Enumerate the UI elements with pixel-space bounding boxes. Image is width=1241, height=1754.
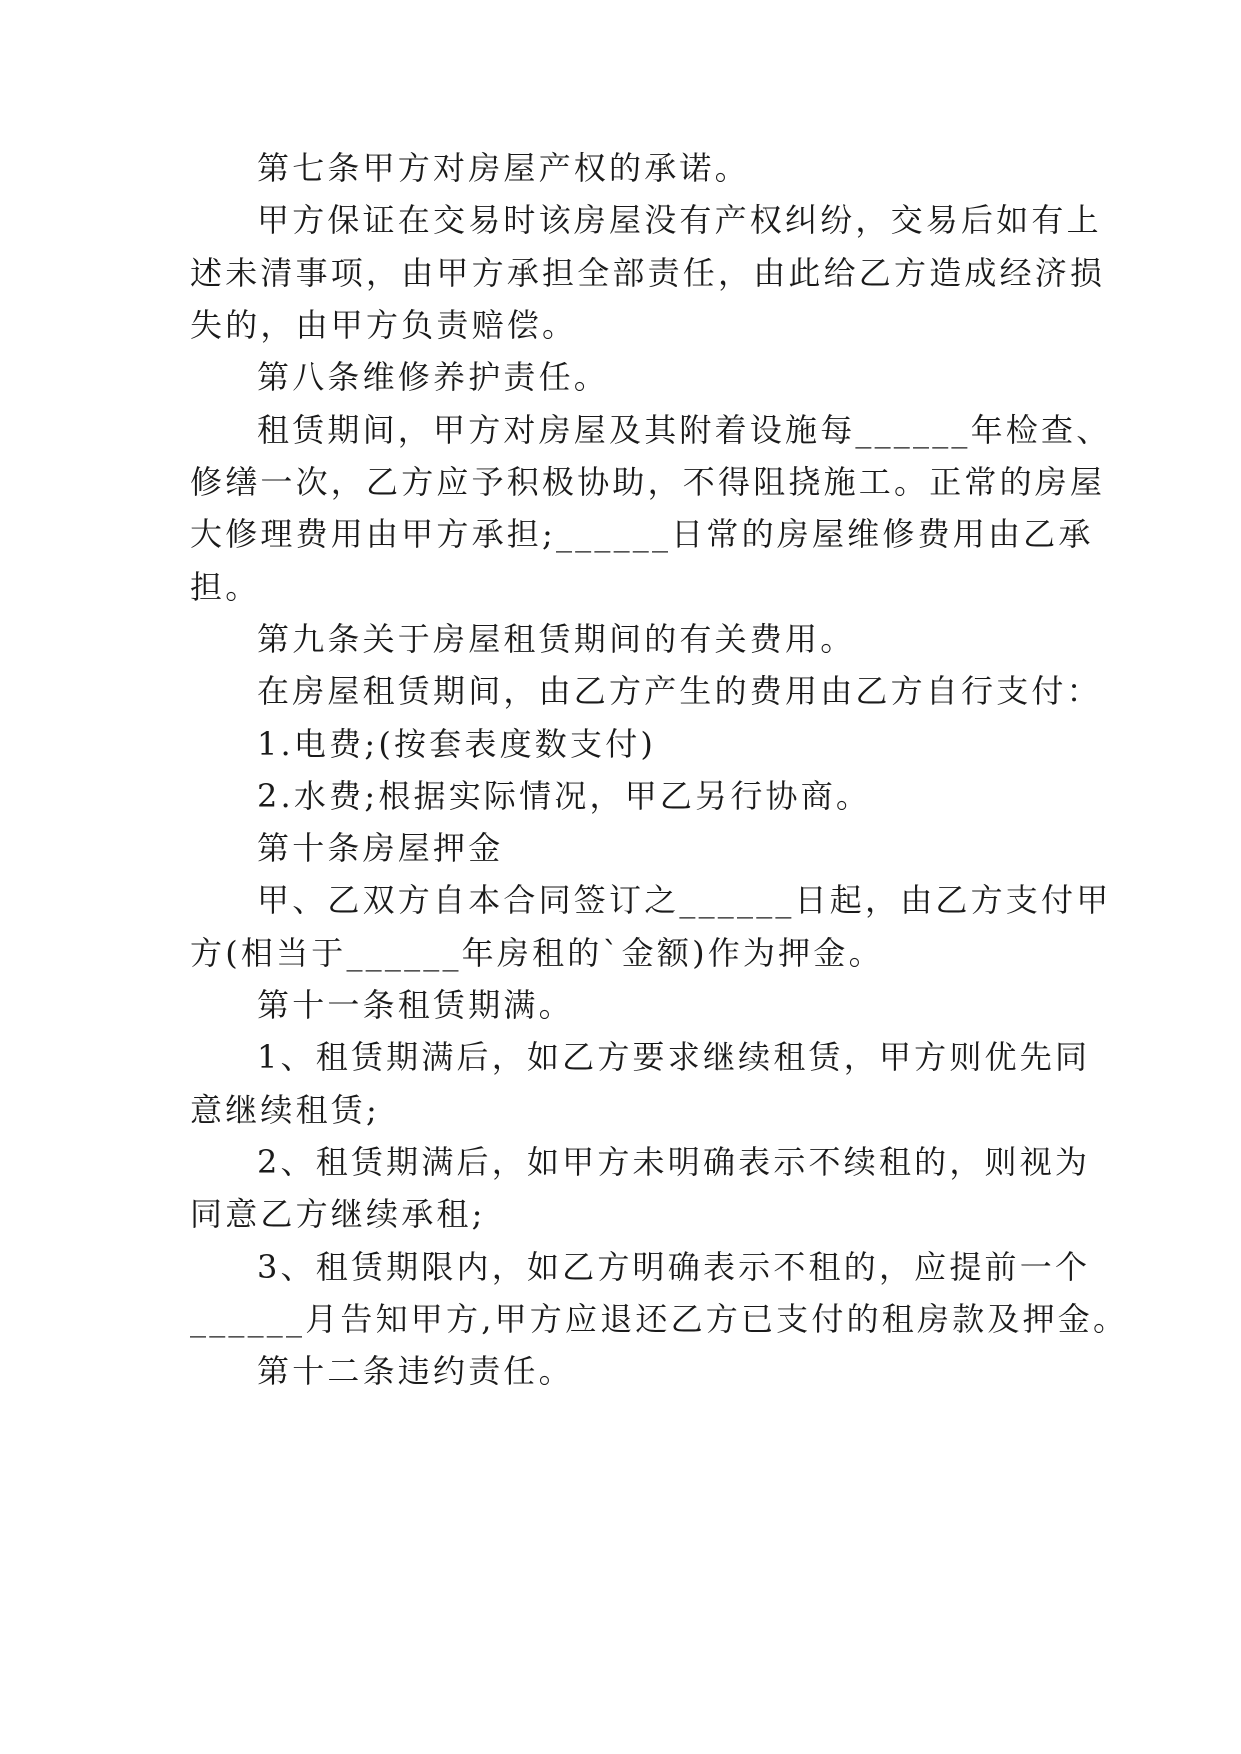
- clause-8-heading: 第八条维修养护责任。: [257, 358, 610, 396]
- paragraph-line: 同意乙方继续承租;: [190, 1195, 486, 1233]
- clause-7-heading: 第七条甲方对房屋产权的承诺。: [257, 149, 750, 187]
- clause-9-heading: 第九条关于房屋租赁期间的有关费用。: [257, 620, 856, 658]
- paragraph-line: ______月告知甲方,甲方应退还乙方已支付的租房款及押金。: [190, 1300, 1129, 1338]
- paragraph-line: 租赁期间，甲方对房屋及其附着设施每______年检查、: [257, 411, 1112, 449]
- clause-11-heading: 第十一条租赁期满。: [257, 986, 574, 1024]
- paragraph-line: 意继续租赁;: [190, 1091, 380, 1129]
- paragraph-line: 在房屋租赁期间，由乙方产生的费用由乙方自行支付：: [257, 672, 1102, 710]
- clause-10-heading: 第十条房屋押金: [257, 829, 504, 867]
- paragraph-line: 方(相当于______年房租的`金额)作为押金。: [190, 934, 884, 972]
- list-item: 1、租赁期满后，如乙方要求继续租赁，甲方则优先同: [257, 1038, 1091, 1076]
- list-item: 2、租赁期满后，如甲方未明确表示不续租的，则视为: [257, 1143, 1091, 1181]
- paragraph-line: 述未清事项，由甲方承担全部责任，由此给乙方造成经济损: [190, 254, 1106, 292]
- list-item: 1.电费;(按套表度数支付): [257, 725, 657, 763]
- paragraph-line: 修缮一次，乙方应予积极协助，不得阻挠施工。正常的房屋: [190, 463, 1106, 501]
- paragraph-line: 大修理费用由甲方承担;______日常的房屋维修费用由乙承: [190, 515, 1094, 553]
- clause-12-heading: 第十二条违约责任。: [257, 1352, 574, 1390]
- list-item: 3、租赁期限内，如乙方明确表示不租的，应提前一个: [257, 1248, 1091, 1286]
- paragraph-line: 甲、乙双方自本合同签订之______日起，由乙方支付甲: [257, 881, 1112, 919]
- paragraph-line: 甲方保证在交易时该房屋没有产权纠纷，交易后如有上: [257, 201, 1102, 239]
- paragraph-line: 担。: [190, 568, 261, 606]
- list-item: 2.水费;根据实际情况，甲乙另行协商。: [257, 777, 872, 815]
- paragraph-line: 失的，由甲方负责赔偿。: [190, 306, 578, 344]
